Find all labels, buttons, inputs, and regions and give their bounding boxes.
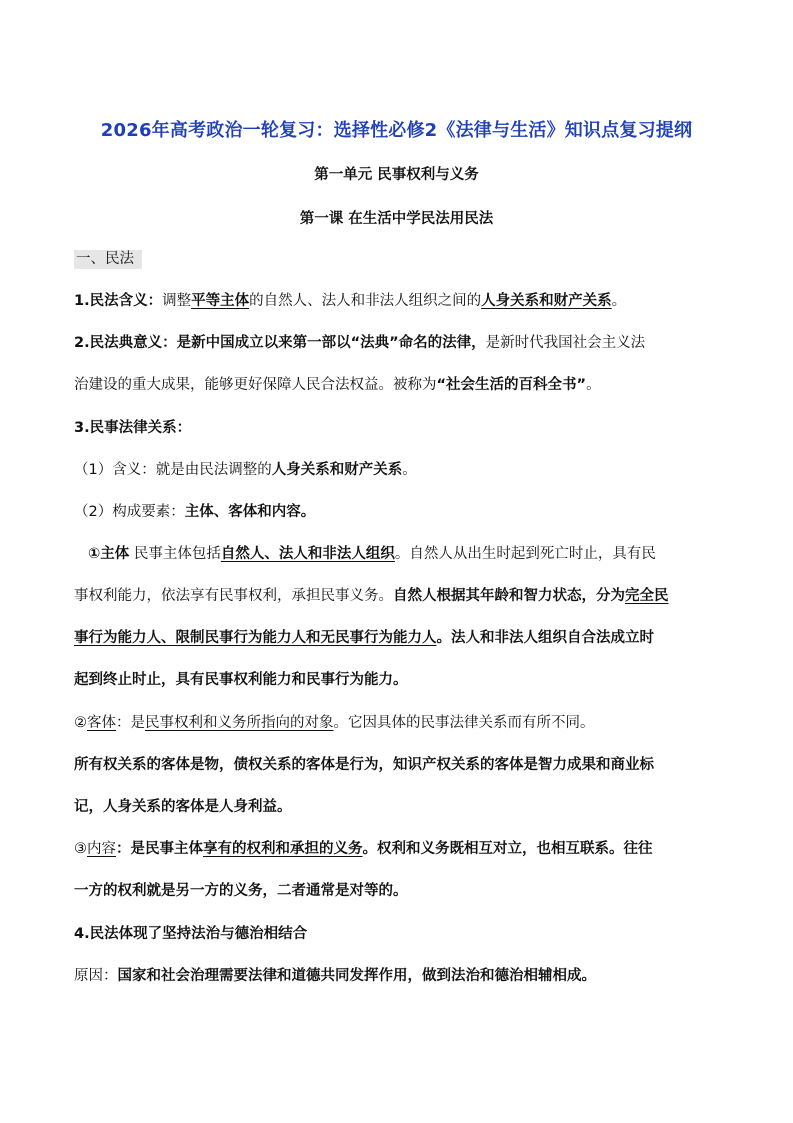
paragraph-subject-line2 <box>74 586 734 606</box>
paragraph-object-line3: 记，人身关系的客体是人身利益。 <box>74 799 292 815</box>
text-run: 原因： <box>74 968 118 984</box>
lesson-heading: 第一课 在生活中学民法用民法 <box>299 211 494 227</box>
text-run: 是新时代我国社会主义法 <box>485 335 646 351</box>
key-term: 内容 <box>87 841 116 857</box>
key-term: ：是民事主体 <box>116 841 203 857</box>
paragraph-relations-meaning <box>74 460 734 480</box>
key-term: 享有的权利和承担的义务 <box>203 841 363 857</box>
text-run: ：是 <box>116 715 145 731</box>
key-term: 客体 <box>87 715 116 731</box>
text-run: 事权利能力，依法享有民事权利，承担民事义务。 <box>74 588 393 604</box>
paragraph-reason <box>74 966 734 986</box>
paragraph-object-line2: 所有权关系的客体是物，债权关系的客体是行为，知识产权关系的客体是智力成果和商业标 <box>74 757 654 773</box>
text-run: 治建设的重大成果，能够更好保障人民合法权益。被称为 <box>74 377 437 393</box>
text-run: 2.民法典意义：是新中国成立以来第一部以“法典”命名的法律， <box>74 335 486 351</box>
text-run: 。它因具体的民事法律关系而有所不同。 <box>333 715 595 731</box>
key-term: 自然人根据其年龄和智力状态，分为 <box>393 588 625 604</box>
text-run: 调整 <box>162 293 192 309</box>
text-run: 。 <box>586 377 601 393</box>
key-term: ①主体 <box>88 546 130 562</box>
key-term: 完全民 <box>625 588 669 604</box>
section-label: 一、民法 <box>74 250 142 269</box>
key-term: 自然人、法人和非法人组织 <box>220 546 395 562</box>
key-term: 事行为能力人、限制民事行为能力人和无民事行为能力人 <box>74 630 437 646</box>
paragraph-content-line1 <box>74 839 734 859</box>
key-term: 民事权利和义务所指向的对象 <box>145 715 334 731</box>
key-term: 平等主体 <box>191 293 250 309</box>
text-run: 。 <box>402 462 417 478</box>
document-title: 2026年高考政治一轮复习：选择性必修2《法律与生活》知识点复习提纲 <box>100 120 693 141</box>
unit-heading: 第一单元 民事权利与义务 <box>314 167 479 183</box>
text-run: （1）含义：就是由民法调整的 <box>74 462 272 478</box>
paragraph-subject-line1 <box>88 544 748 564</box>
paragraph-civil-code-significance-line1 <box>74 333 734 353</box>
paragraph-rule-of-law-heading: 4.民法体现了坚持法治与德治相结合 <box>74 926 308 942</box>
paragraph-civil-code-significance-line2 <box>74 375 734 395</box>
key-term: 人身关系和财产关系 <box>481 293 612 309</box>
text-run: （2）构成要素： <box>74 504 185 520</box>
paragraph-civil-law-definition <box>74 291 734 311</box>
text-run: 1.民法含义： <box>74 293 163 309</box>
paragraph-subject-line4: 起到终止时止，具有民事权利能力和民事行为能力。 <box>74 672 408 688</box>
key-term: 主体、客体和内容。 <box>184 504 316 520</box>
section-heading-civil-law <box>74 249 734 269</box>
text-run: 。自然人从出生时起到死亡时止，具有民 <box>394 546 656 562</box>
key-term: 国家和社会治理需要法律和道德共同发挥作用，做到法治和德治相辅相成。 <box>117 968 596 984</box>
key-term: 人身关系和财产关系 <box>271 462 403 478</box>
key-term: 。权利和义务既相互对立，也相互联系。往往 <box>362 841 653 857</box>
text-run: 。 <box>611 293 627 309</box>
key-term: “社会生活的百科全书” <box>436 377 587 393</box>
paragraph-subject-line3 <box>74 628 734 648</box>
paragraph-relations-elements <box>74 502 734 522</box>
paragraph-content-line2: 一方的权利就是另一方的义务，二者通常是对等的。 <box>74 883 408 899</box>
paragraph-civil-legal-relations-heading: 3.民事法律关系： <box>74 420 192 436</box>
paragraph-object-line1 <box>74 713 734 733</box>
text-run: ③ <box>74 841 87 857</box>
text-run: 的自然人、法人和非法人组织之间的 <box>249 293 482 309</box>
text-run: ② <box>74 715 87 731</box>
text-run: 民事主体包括 <box>129 546 221 562</box>
key-term: 。法人和非法人组织自合法成立时 <box>436 630 654 646</box>
